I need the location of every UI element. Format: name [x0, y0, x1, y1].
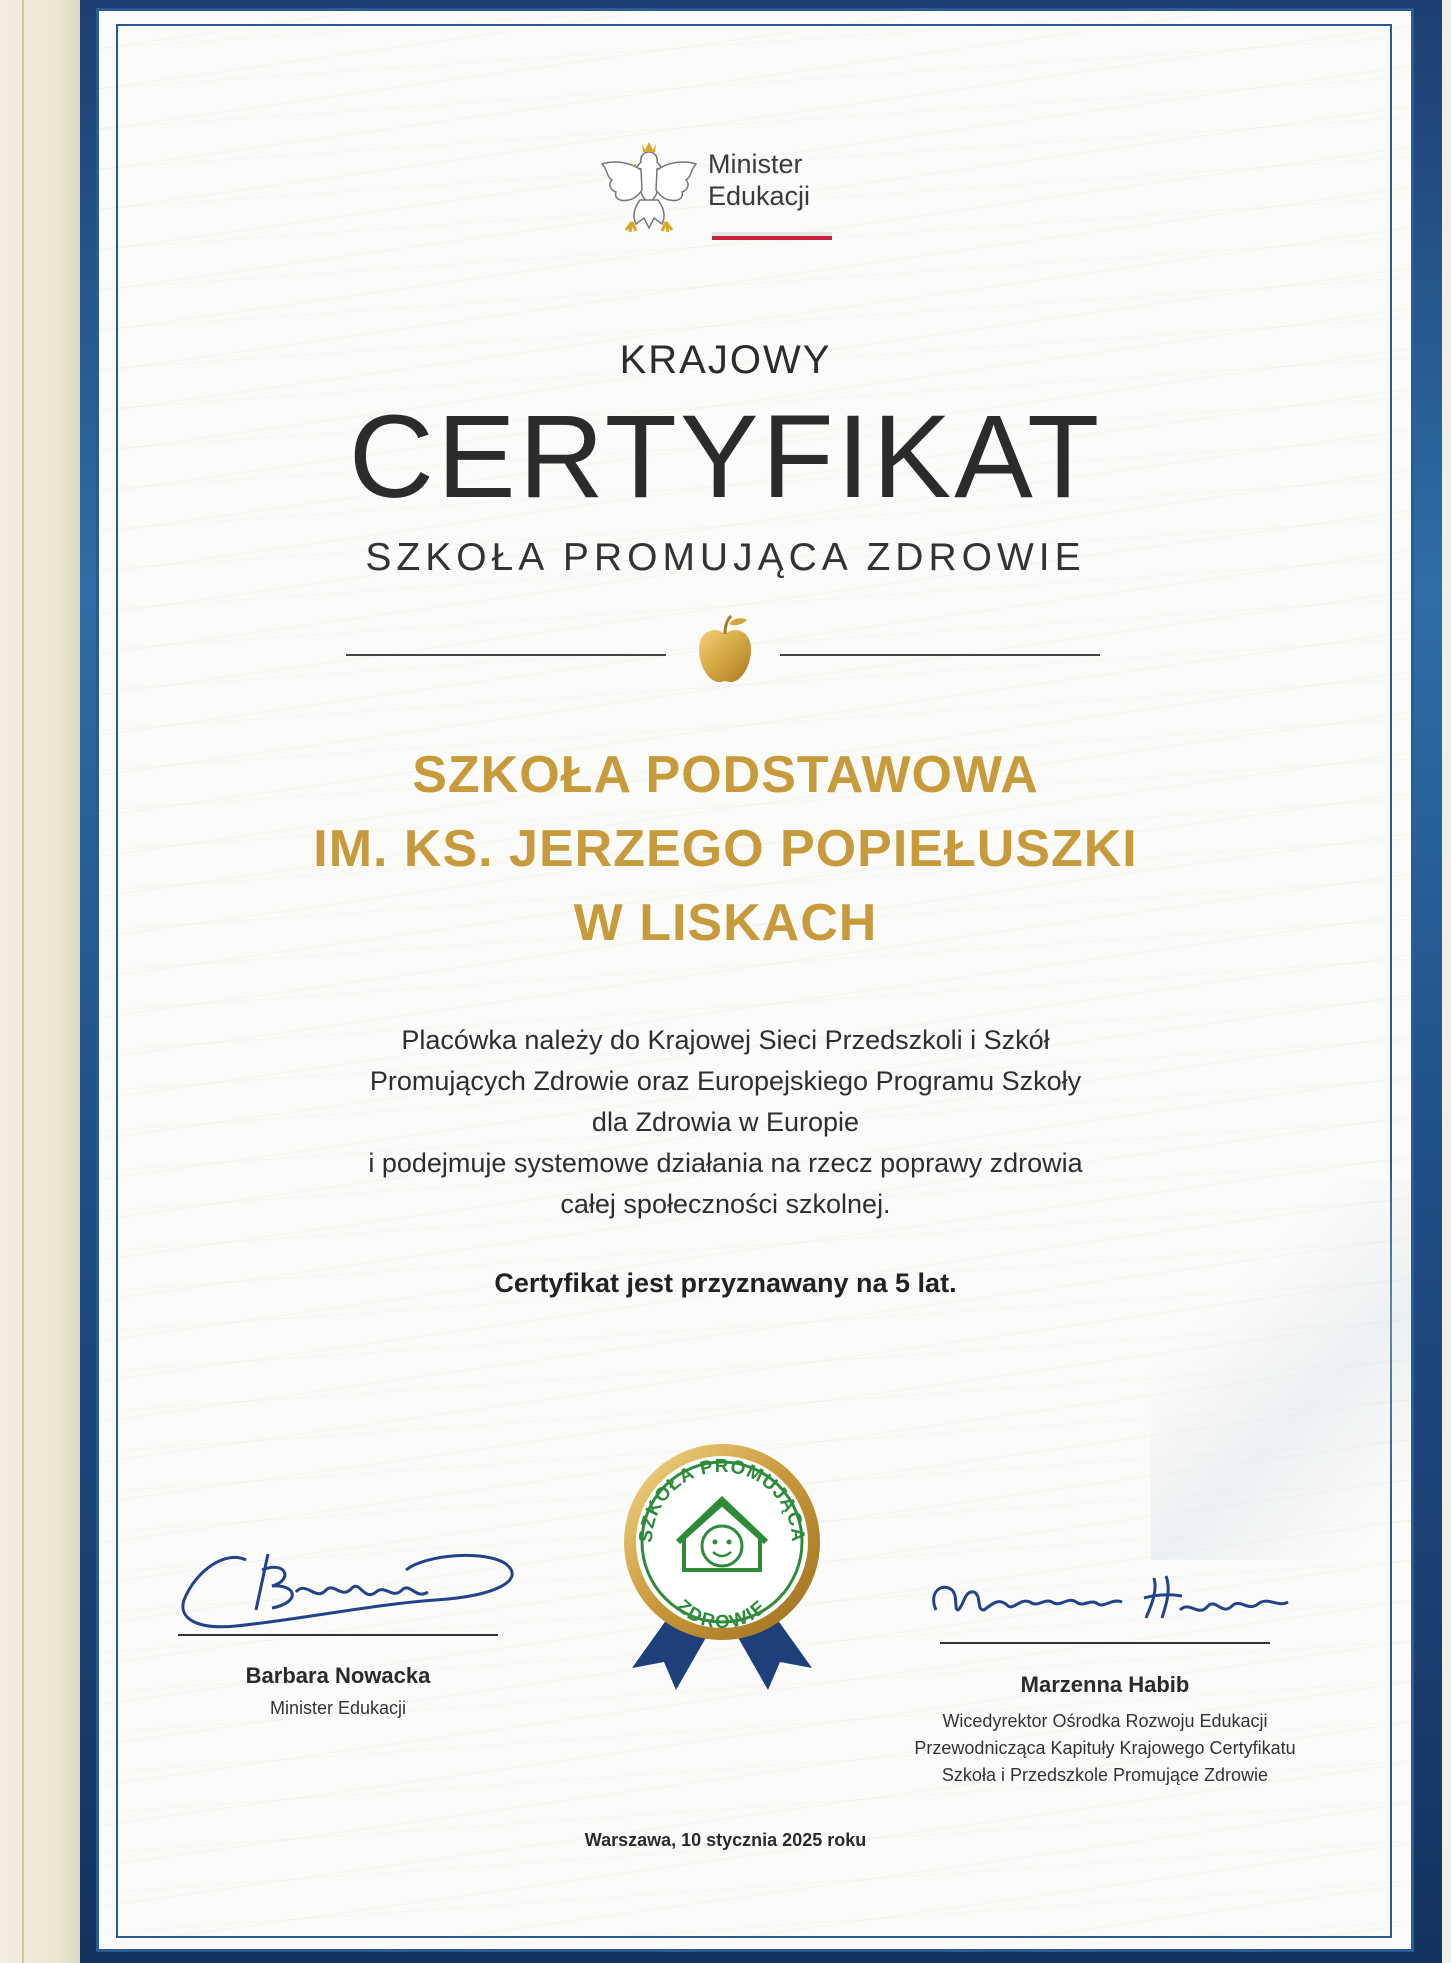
signature-right: [918, 1562, 1298, 1632]
ministry-name-line1: Minister: [708, 149, 803, 179]
signatory-left-role: Minister Edukacji: [269, 1698, 407, 1718]
eagle-emblem-icon: [596, 134, 702, 242]
signature-line-left: [178, 1634, 498, 1636]
divider-right: [780, 654, 1100, 656]
description-line2: Promujących Zdrowie oraz Europejskiego Programu Szkoły: [369, 1066, 1082, 1096]
seal-text-bottom: ZDROWIE: [672, 1595, 772, 1634]
school-name: [0, 738, 1451, 960]
description-line1: Placówka należy do Krajowej Sieci Przedszkoli i Szkół: [401, 1025, 1050, 1055]
signatory-right-role-line2: Przewodnicząca Kapituły Krajowego Certyfikatu: [914, 1738, 1296, 1758]
ministry-name: [708, 148, 810, 212]
certificate-title: CERTYFIKAT: [348, 391, 1103, 523]
certificate-label: KRAJOWY: [619, 338, 832, 382]
school-name-line3: W LISKACH: [573, 894, 878, 952]
signatory-right-role-line3: Szkoła i Przedszkole Promujące Zdrowie: [941, 1765, 1269, 1785]
certificate-description: [0, 1020, 1451, 1225]
description-line3: dla Zdrowia w Europie: [591, 1107, 860, 1137]
ministry-name-line2: Edukacji: [708, 181, 811, 211]
signatory-right-role-line1: Wicedyrektor Ośrodka Rozwoju Edukacji: [942, 1711, 1268, 1731]
signature-left: [176, 1540, 526, 1640]
golden-apple-icon: [693, 612, 757, 686]
school-name-line1: SZKOŁA PODSTAWOWA: [412, 746, 1039, 804]
place-and-date: Warszawa, 10 stycznia 2025 roku: [584, 1830, 867, 1850]
validity-note: Certyfikat jest przyznawany na 5 lat.: [494, 1268, 957, 1298]
divider-left: [346, 654, 666, 656]
signatory-left-name: Barbara Nowacka: [245, 1663, 431, 1688]
school-seal-badge: [612, 1438, 832, 1698]
polish-flag-stripe: [712, 232, 832, 240]
certificate-subtitle: SZKOŁA PROMUJĄCA ZDROWIE: [365, 536, 1086, 579]
seal-text-top: SZKOŁA PROMUJĄCA: [635, 1455, 809, 1544]
signature-line-right: [940, 1642, 1270, 1644]
description-line5: całej społeczności szkolnej.: [560, 1189, 891, 1219]
signatory-right-role: [850, 1708, 1360, 1789]
description-line4: i podejmuje systemowe działania na rzecz poprawy zdrowia: [368, 1148, 1083, 1178]
ministry-logo: [596, 134, 836, 246]
signatory-right-name: Marzenna Habib: [1020, 1672, 1190, 1697]
school-name-line2: IM. KS. JERZEGO POPIEŁUSZKI: [313, 820, 1138, 878]
